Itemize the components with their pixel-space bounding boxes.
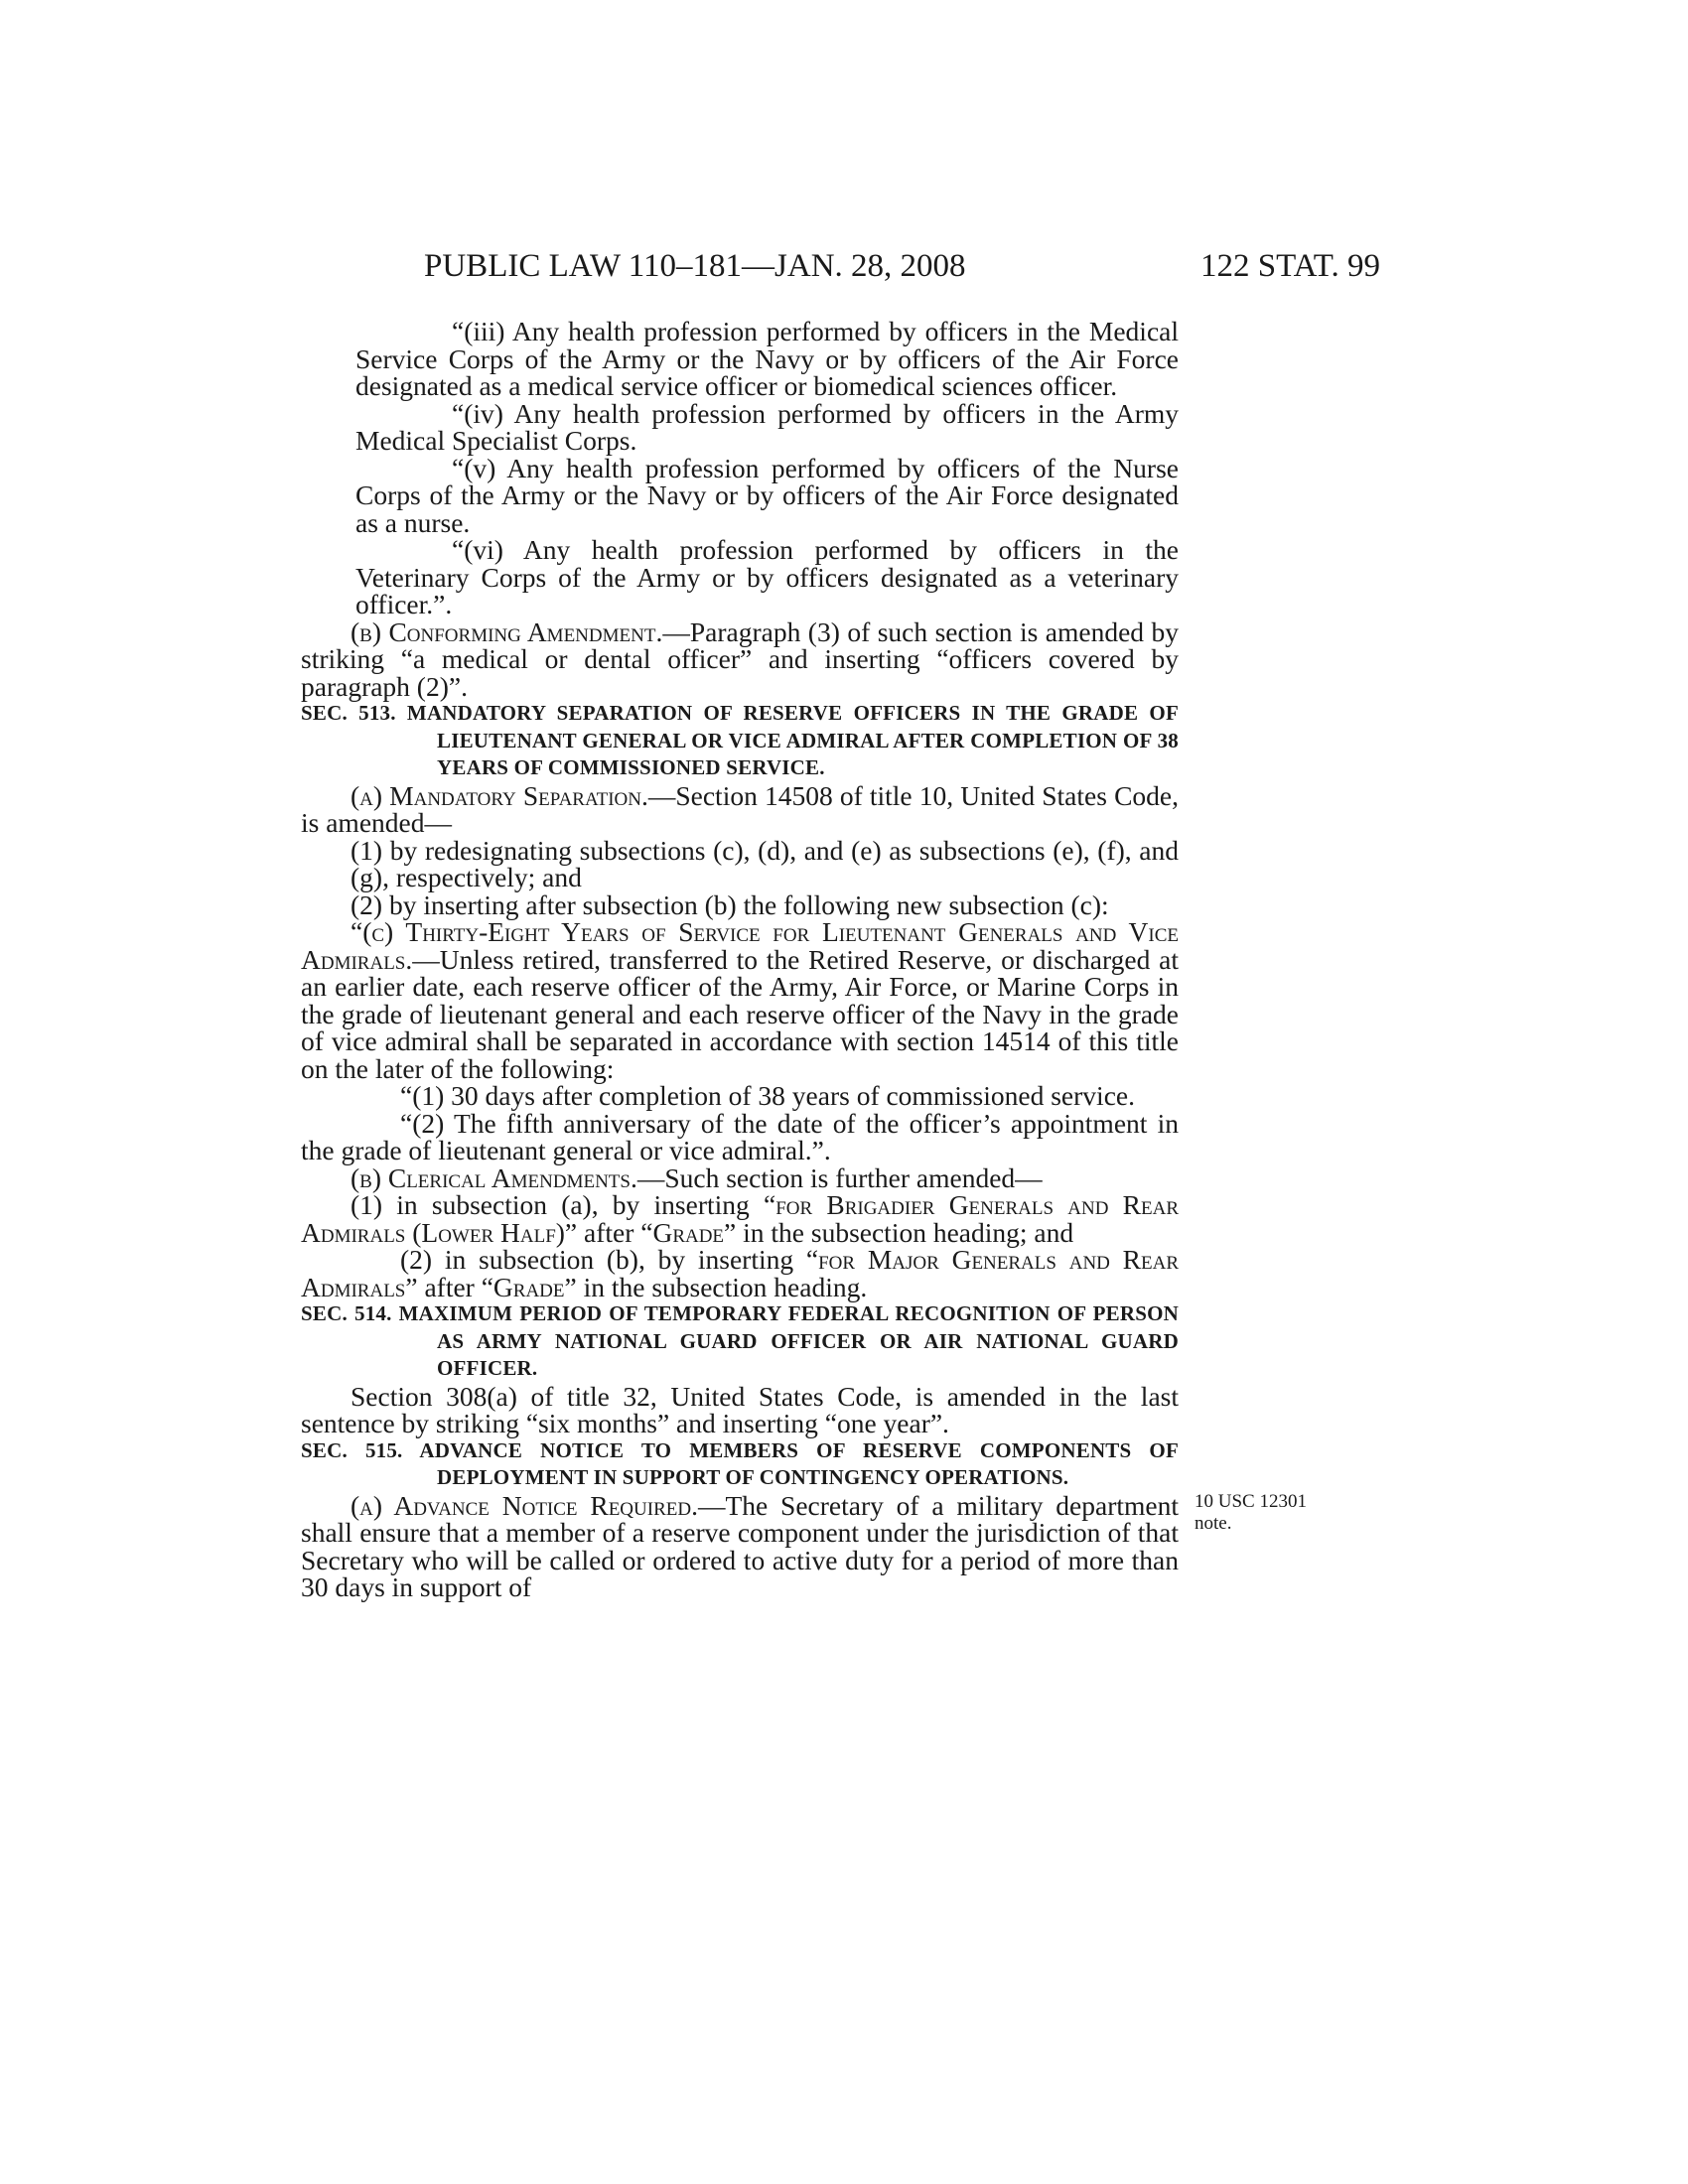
- subsection-b-conforming: [301, 615, 1180, 702]
- subsection-heading: (a) Advance Notice Required.: [351, 1489, 698, 1521]
- paragraph-513c1: “(1) 30 days after completion of 38 years of commissioned service.: [400, 1080, 1135, 1111]
- paragraph-513b1: (1) in subsection (a), by inserting “for Brigadier Generals and Rear Admirals (Lower Half)” after “Grade” in the subsection heading; and: [301, 1189, 1179, 1248]
- paragraph-513c2: “(2) The fifth anniversary of the date of the officer’s appointment in the grade of lieutenant general or vice admiral.”.: [301, 1107, 1179, 1165]
- clause-iv: “(iv) Any health profession performed by officers in the Army Medical Specialist Corps.: [355, 397, 1179, 456]
- subsection-text: —Unless retired, transferred to the Retired Reserve, or discharged at an earlier date, each reserve officer of the Army, Air Force, or Marine Corps in the grade of lieutenant general and each reserve officer of the Navy in the grade of vice admiral shall be separated in accordance with section 14514 of this title on the later of the following:: [301, 943, 1179, 1084]
- section-513-heading: SEC. 513. MANDATORY SEPARATION OF RESERVE OFFICERS IN THE GRADE OF LIEUTENANT GENERAL OR VICE ADMIRAL AFTER COMPLETION OF 38 YEARS OF COMMISSIONED SERVICE.: [301, 701, 1179, 779]
- paragraph-513b2: (2) in subsection (b), by inserting “for Major Generals and Rear Admirals” after “Grade” in the subsection heading.: [301, 1244, 1180, 1302]
- subsection-515a: [301, 1489, 1180, 1602]
- subsection-text: —Such section is further amended—: [636, 1161, 1043, 1193]
- subsection-513c: [301, 918, 1179, 1082]
- page-body: [301, 318, 1179, 1601]
- subsection-text: —The Secretary of a military department shall ensure that a member of a reserve component under the jurisdiction of that Secretary who will be called or ordered to active duty for a period of more than 30 days in support of: [301, 1489, 1180, 1602]
- subsection-513b: [301, 1161, 1179, 1193]
- subsection-text: —Section 14508 of title 10, United States Code, is amended—: [301, 779, 1179, 838]
- section-514-heading: SEC. 514. MAXIMUM PERIOD OF TEMPORARY FEDERAL RECOGNITION OF PERSON AS ARMY NATIONAL GUARD OFFICER OR AIR NATIONAL GUARD OFFICER.: [301, 1301, 1179, 1380]
- paragraph-513a2: (2) by inserting after subsection (b) the following new subsection (c):: [351, 888, 1109, 920]
- clause-iii: “(iii) Any health profession performed by officers in the Medical Service Corps of the Army or the Navy or by officers of the Air Force designated as a medical service officer or biomedical sciences officer.: [355, 316, 1179, 401]
- paragraph-513a1: (1) by redesignating subsections (c), (d), and (e) as subsections (e), (f), and (g), respectively; and: [351, 834, 1179, 892]
- header-title: PUBLIC LAW 110–181—JAN. 28, 2008: [424, 248, 966, 284]
- section-514-text: Section 308(a) of title 32, United States Code, is amended in the last sentence by striking “six months” and inserting “one year”.: [301, 1380, 1179, 1438]
- section-515-heading: SEC. 515. ADVANCE NOTICE TO MEMBERS OF RESERVE COMPONENTS OF DEPLOYMENT IN SUPPORT OF CONTINGENCY OPERATIONS.: [301, 1437, 1179, 1489]
- subsection-heading: (a) Mandatory Separation.: [351, 779, 648, 811]
- subsection-heading: “(c) Thirty-Eight Years of Service for Lieutenant Generals and Vice Admirals.: [301, 916, 1179, 975]
- subsection-513a: [301, 779, 1179, 838]
- header-page-number: 122 STAT. 99: [1199, 248, 1380, 284]
- subsection-heading: (b) Conforming Amendment.: [351, 615, 663, 647]
- clause-v: “(v) Any health profession performed by officers of the Nurse Corps of the Army or the Navy or by officers of the Air Force designated as a nurse.: [355, 452, 1179, 538]
- clause-vi: “(vi) Any health profession performed by officers in the Veterinary Corps of the Army or by officers designated as a veterinary officer.”.: [355, 534, 1179, 619]
- subsection-text: —Paragraph (3) of such section is amended by striking “a medical or dental officer” and inserting “officers covered by paragraph (2)”.: [301, 615, 1180, 702]
- running-header: [298, 248, 1380, 288]
- subsection-heading: (b) Clerical Amendments.: [351, 1161, 637, 1193]
- margin-note-514: 10 USC 12301 note.: [1195, 1491, 1307, 1534]
